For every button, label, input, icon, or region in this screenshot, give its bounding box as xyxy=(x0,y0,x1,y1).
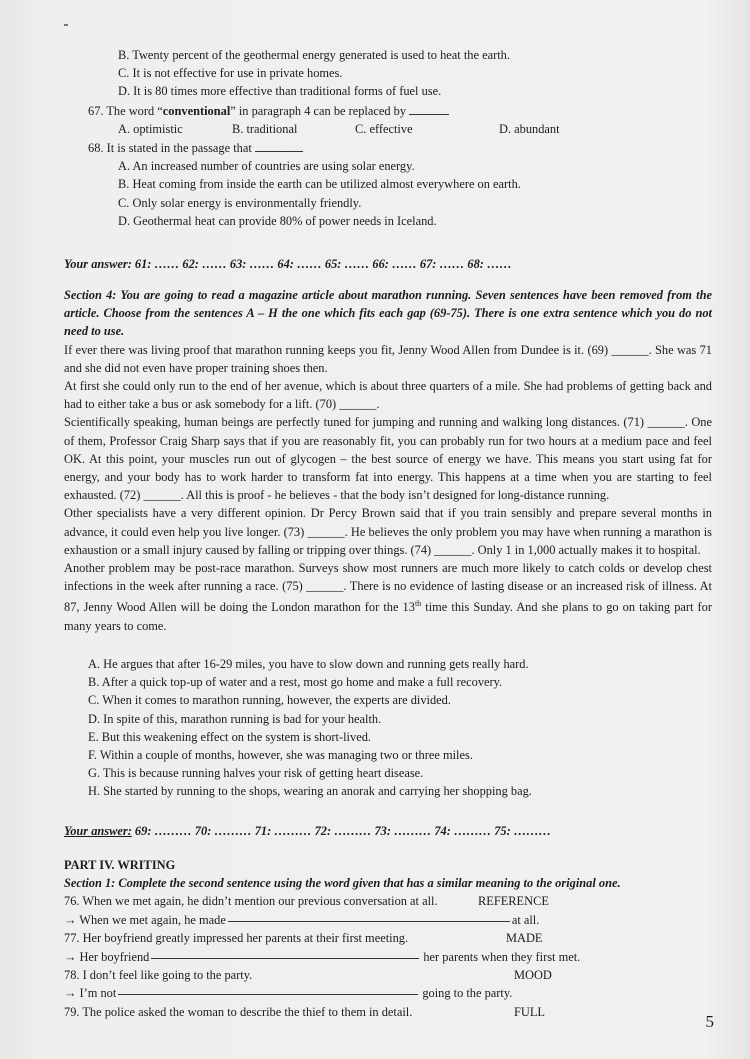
item-76-sentence: 76. When we met again, he didn’t mention our previous conversation at all. REFERENCE xyxy=(64,892,712,910)
q67-option-d: D. abundant xyxy=(499,122,560,137)
part-4-writing xyxy=(64,856,712,1021)
scan-mark xyxy=(64,24,68,26)
question-67 xyxy=(64,102,712,138)
item-79-sentence: 79. The police asked the woman to describe the thief to them in detail. FULL xyxy=(64,1003,712,1021)
answer-line-69-75-text[interactable]: Your answer: 69: ……… 70: ……… 71: ……… 72: ……… 73: ……… 74: ……… 75: ……… xyxy=(64,824,552,838)
q67-option-b: B. traditional xyxy=(232,122,298,137)
part-4-heading: PART IV. WRITING xyxy=(64,858,176,872)
q68-option-d: D. Geothermal heat can provide 80% of power needs in Iceland. xyxy=(118,213,437,228)
item-78-sentence: 78. I don’t feel like going to the party. MOOD xyxy=(64,966,712,984)
q68-option-c: C. Only solar energy is environmentally friendly. xyxy=(118,195,362,210)
item-77-keyword: MADE xyxy=(506,931,543,946)
q67-options xyxy=(64,120,712,138)
q67-option-c: C. effective xyxy=(355,122,413,137)
option-g: G. This is because running halves your risk of getting heart disease. xyxy=(88,766,424,781)
q66-option-b: B. Twenty percent of the geothermal energy generated is used to heat the earth. xyxy=(118,48,510,62)
q68-stem: 68. It is stated in the passage that xyxy=(64,139,712,157)
option-b: B. After a quick top-up of water and a rest, most go home and make a full recovery. xyxy=(88,675,503,690)
item-76-answer-blank[interactable] xyxy=(228,911,510,922)
option-c: C. When it comes to marathon running, however, the experts are divided. xyxy=(88,693,451,708)
article-paragraph-1: If ever there was living proof that marathon running keeps you fit, Jenny Wood Allen from Dundee is it. (69) ______. She was 71 and she did not even have proper training shoes then. xyxy=(64,342,712,375)
item-76-keyword: REFERENCE xyxy=(478,894,549,909)
item-78-answer-blank[interactable] xyxy=(118,984,418,995)
page-number: 5 xyxy=(705,1012,714,1031)
article-paragraph-5: Another problem may be post-race marathon. Surveys show most runners are much more likely to catch colds or develop chest infections in the week after running a race. (75) ______. There is no evidence of lasting disease or an increased risk of illness. At 87, Jenny Wood Allen will be doing the London marathon for the 13th time this Sunday. And she plans to go on taking part for many years to come. xyxy=(64,561,712,633)
answer-line-61-68 xyxy=(64,255,712,273)
q68-option-b: B. Heat coming from inside the earth can be utilized almost everywhere on earth. xyxy=(118,177,521,192)
item-78-rewrite: → I’m not going to the party. xyxy=(64,986,513,1001)
option-e: E. But this weakening effect on the system is short-lived. xyxy=(88,729,371,744)
option-a: A. He argues that after 16-29 miles, you have to slow down and running gets really hard. xyxy=(88,657,529,671)
option-d: D. In spite of this, marathon running is bad for your health. xyxy=(88,711,382,726)
q68-option-a: A. An increased number of countries are using solar energy. xyxy=(118,159,415,174)
option-f: F. Within a couple of months, however, she was managing two or three miles. xyxy=(88,748,473,763)
q67-keyword: conventional xyxy=(162,104,231,118)
item-77-rewrite: → Her boyfriend her parents when they first met. xyxy=(64,949,581,964)
item-76-rewrite: → When we met again, he made at all. xyxy=(64,912,540,927)
item-77-answer-blank[interactable] xyxy=(151,948,419,959)
article-paragraph-3: Scientifically speaking, human beings are perfectly tuned for jumping and running and walking long distances. (71) ______. One of them, Professor Craig Sharp says that if you are reasonably fit, you can probably run for two hours at a medium pace and feel OK. At this point, your muscles run out of glycogen – the best source of energy we have. This means you start using fat for energy, and your body has to work harder to transform fat into energy. This happens at a time when you are starting to feel exhausted. (72) ______. All this is proof - he believes - that the body isn’t designed for long-distance running. xyxy=(64,415,712,503)
q67-option-a: A. optimistic xyxy=(118,122,183,137)
section-4-instruction: Section 4: You are going to read a magazine article about marathon running. Seven sentences have been removed from the article. Choose from the sentences A – H the one which fits each gap (69-75). There is one extra sentence which you do not need to use. xyxy=(64,288,712,339)
q67-answer-blank[interactable] xyxy=(409,104,449,115)
item-79-keyword: FULL xyxy=(514,1004,545,1019)
article-paragraph-4: Other specialists have a very different opinion. Dr Percy Brown said that if you train sensibly and prepare several months in advance, it could even help you live longer. (73) ______. He believes the only problem you may have when running a marathon is exhaustion or a small injury caused by falling or tripping over things. (74) ______. Only 1 in 1,000 actually makes it to hospital. xyxy=(64,506,712,557)
section-4-options xyxy=(64,655,712,801)
answer-line-61-68-text[interactable]: Your answer: 61: …… 62: …… 63: …… 64: …… 65: …… 66: …… 67: …… 68: …… xyxy=(64,257,512,271)
option-h: H. She started by running to the shops, wearing an anorak and carrying her shopping bag. xyxy=(88,784,532,799)
part-4-instruction: Section 1: Complete the second sentence using the word given that has a similar meaning to the original one. xyxy=(64,876,621,891)
article-paragraph-2: At first she could only run to the end of her avenue, which is about three quarters of a mile. She had problems of getting back and had to either take a bus or ask somebody for a lift. (70) ______. xyxy=(64,379,712,412)
q66-option-c: C. It is not effective for use in private homes. xyxy=(118,66,343,81)
q67-stem: 67. The word “conventional” in paragraph 4 can be replaced by xyxy=(64,102,712,120)
answer-line-69-75 xyxy=(64,822,712,840)
section-4 xyxy=(64,286,712,635)
item-78-keyword: MOOD xyxy=(514,968,552,983)
item-77-sentence: 77. Her boyfriend greatly impressed her parents at their first meeting. MADE xyxy=(64,929,712,947)
q66-options xyxy=(64,46,712,101)
q66-option-d: D. It is 80 times more effective than traditional forms of fuel use. xyxy=(118,84,442,99)
question-68 xyxy=(64,139,712,230)
q68-answer-blank[interactable] xyxy=(255,141,303,152)
